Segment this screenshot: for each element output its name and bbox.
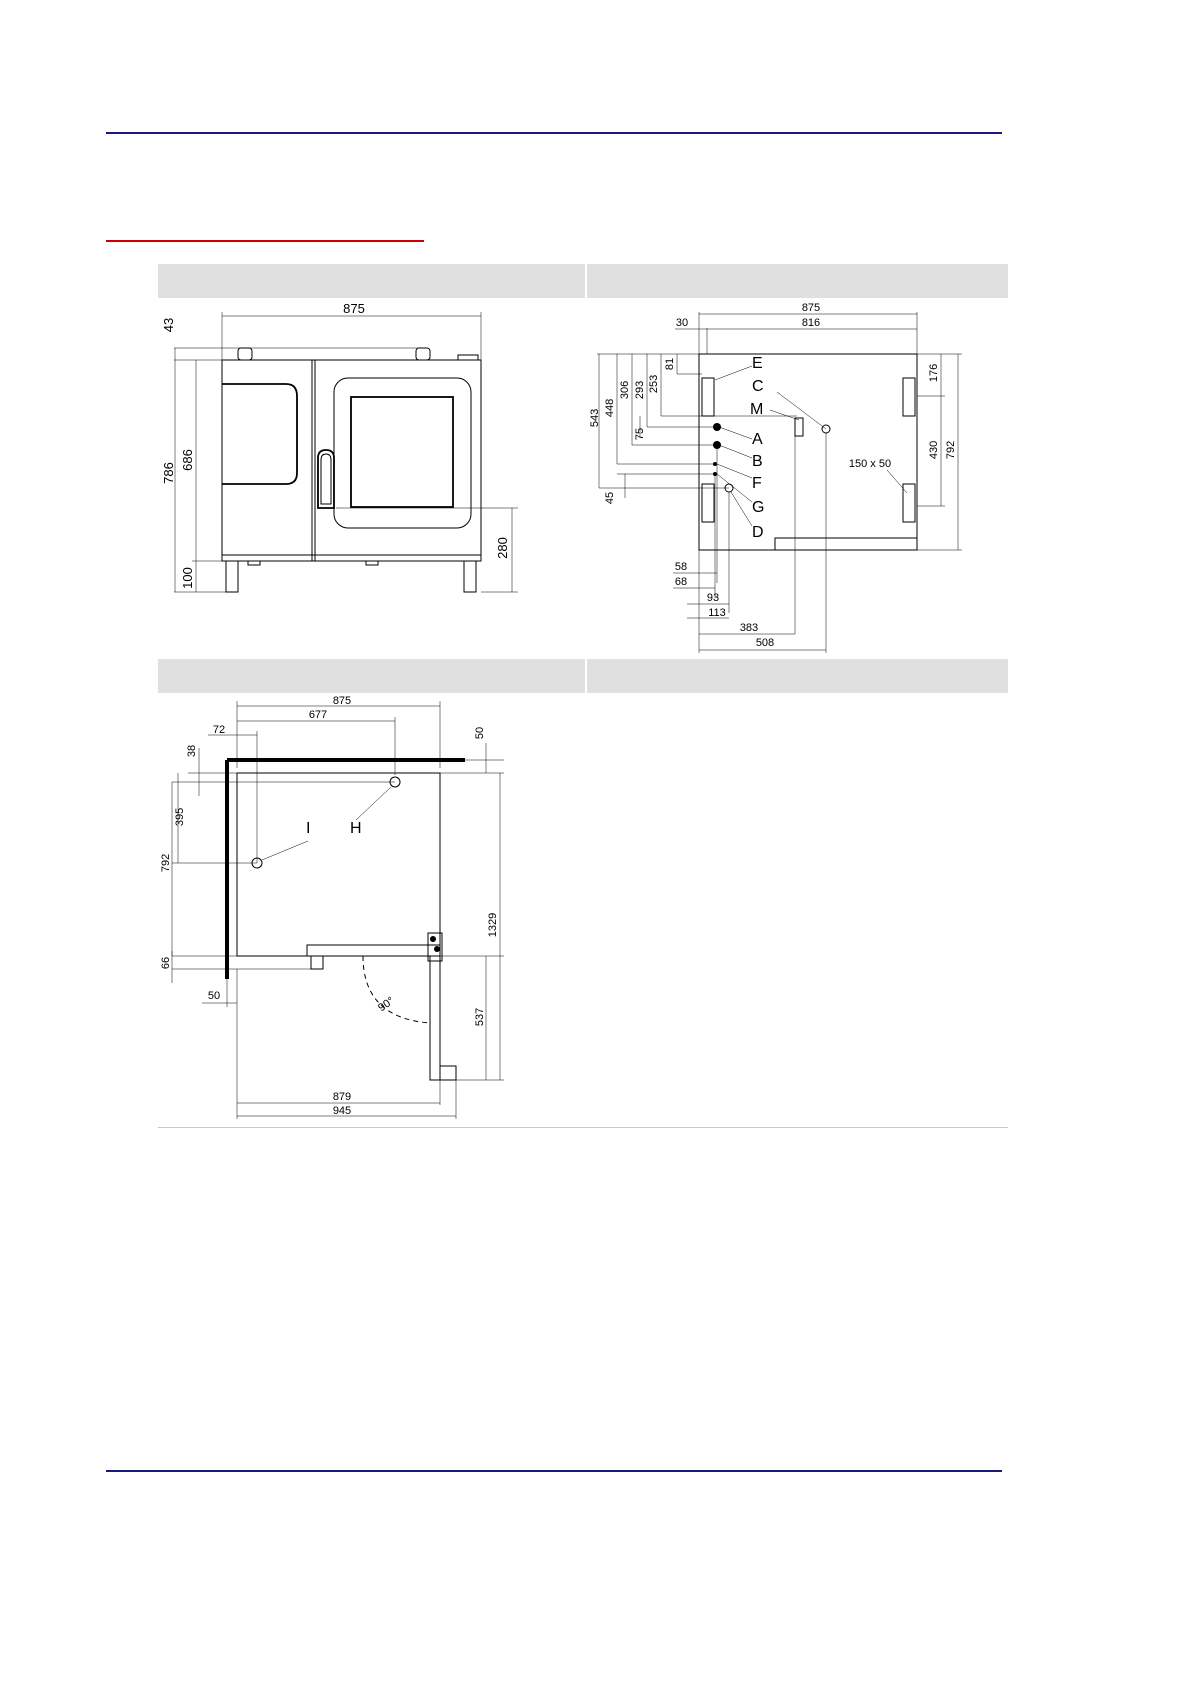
- top-foot-size: 150 x 50: [848, 458, 892, 470]
- top-dim-253: 253: [648, 374, 660, 394]
- top-label-g: G: [752, 499, 765, 516]
- side-dim-66: 66: [160, 956, 172, 970]
- top-dim-93: 93: [706, 592, 720, 604]
- top-dim-792: 792: [945, 440, 957, 460]
- front-dim-total-height: 786: [161, 462, 176, 484]
- side-dim-945: 945: [332, 1105, 352, 1117]
- side-dim-38: 38: [186, 744, 198, 758]
- panel-bottom-rule: [158, 1127, 1008, 1128]
- side-dim-width: 875: [332, 695, 352, 707]
- top-dim-113: 113: [708, 607, 726, 619]
- top-label-f: F: [752, 475, 762, 492]
- top-dim-width: 875: [801, 302, 821, 314]
- side-dim-677: 677: [308, 709, 328, 721]
- side-dim-879: 879: [332, 1091, 352, 1103]
- side-dim-angle: 90°: [376, 994, 397, 1015]
- top-dim-176: 176: [928, 363, 940, 383]
- front-dim-width: 875: [343, 301, 365, 316]
- top-dim-383: 383: [739, 622, 759, 634]
- top-dim-430: 430: [928, 440, 940, 460]
- side-label-h: H: [350, 820, 362, 837]
- top-label-d: D: [752, 524, 764, 541]
- front-dim-handle-height: 280: [495, 537, 510, 559]
- panel-header-front-view: [158, 264, 585, 298]
- top-dim-293: 293: [634, 380, 646, 400]
- side-dim-395: 395: [174, 807, 186, 827]
- side-dim-72: 72: [212, 724, 226, 736]
- panel-header-side-view: [158, 659, 585, 693]
- footer-rule: [106, 1470, 1002, 1472]
- front-view-drawing: [158, 298, 585, 653]
- top-dim-508: 508: [755, 637, 775, 649]
- top-label-a: A: [752, 431, 763, 448]
- top-label-b: B: [752, 453, 763, 470]
- front-dim-body-height: 686: [180, 449, 195, 471]
- top-dim-543: 543: [589, 408, 601, 428]
- top-label-e: E: [752, 355, 763, 372]
- top-dim-81: 81: [664, 357, 676, 371]
- top-label-m: M: [750, 401, 764, 418]
- side-dim-537: 537: [474, 1007, 486, 1027]
- side-dim-50-top: 50: [474, 726, 486, 740]
- side-view-drawing: [158, 693, 585, 1125]
- top-dim-58: 58: [674, 561, 688, 573]
- top-dim-45: 45: [604, 491, 616, 505]
- top-dim-306: 306: [619, 380, 631, 400]
- top-view-drawing: [587, 298, 1008, 656]
- side-dim-792: 792: [160, 853, 172, 873]
- panel-header-empty: [587, 659, 1008, 693]
- front-dim-top: 43: [161, 317, 176, 333]
- side-label-i: I: [306, 820, 311, 837]
- top-dim-left-offset: 30: [675, 317, 689, 329]
- panel-header-top-view: [587, 264, 1008, 298]
- side-dim-50-left: 50: [207, 990, 221, 1002]
- top-dim-75: 75: [634, 427, 646, 441]
- header-rule: [106, 132, 1002, 134]
- top-dim-448: 448: [604, 398, 616, 418]
- top-dim-68: 68: [674, 576, 688, 588]
- section-title-underline: [106, 240, 424, 242]
- side-dim-1329: 1329: [487, 912, 499, 938]
- front-dim-feet: 100: [180, 567, 195, 589]
- top-dim-inner-width: 816: [801, 317, 821, 329]
- top-label-c: C: [752, 378, 764, 395]
